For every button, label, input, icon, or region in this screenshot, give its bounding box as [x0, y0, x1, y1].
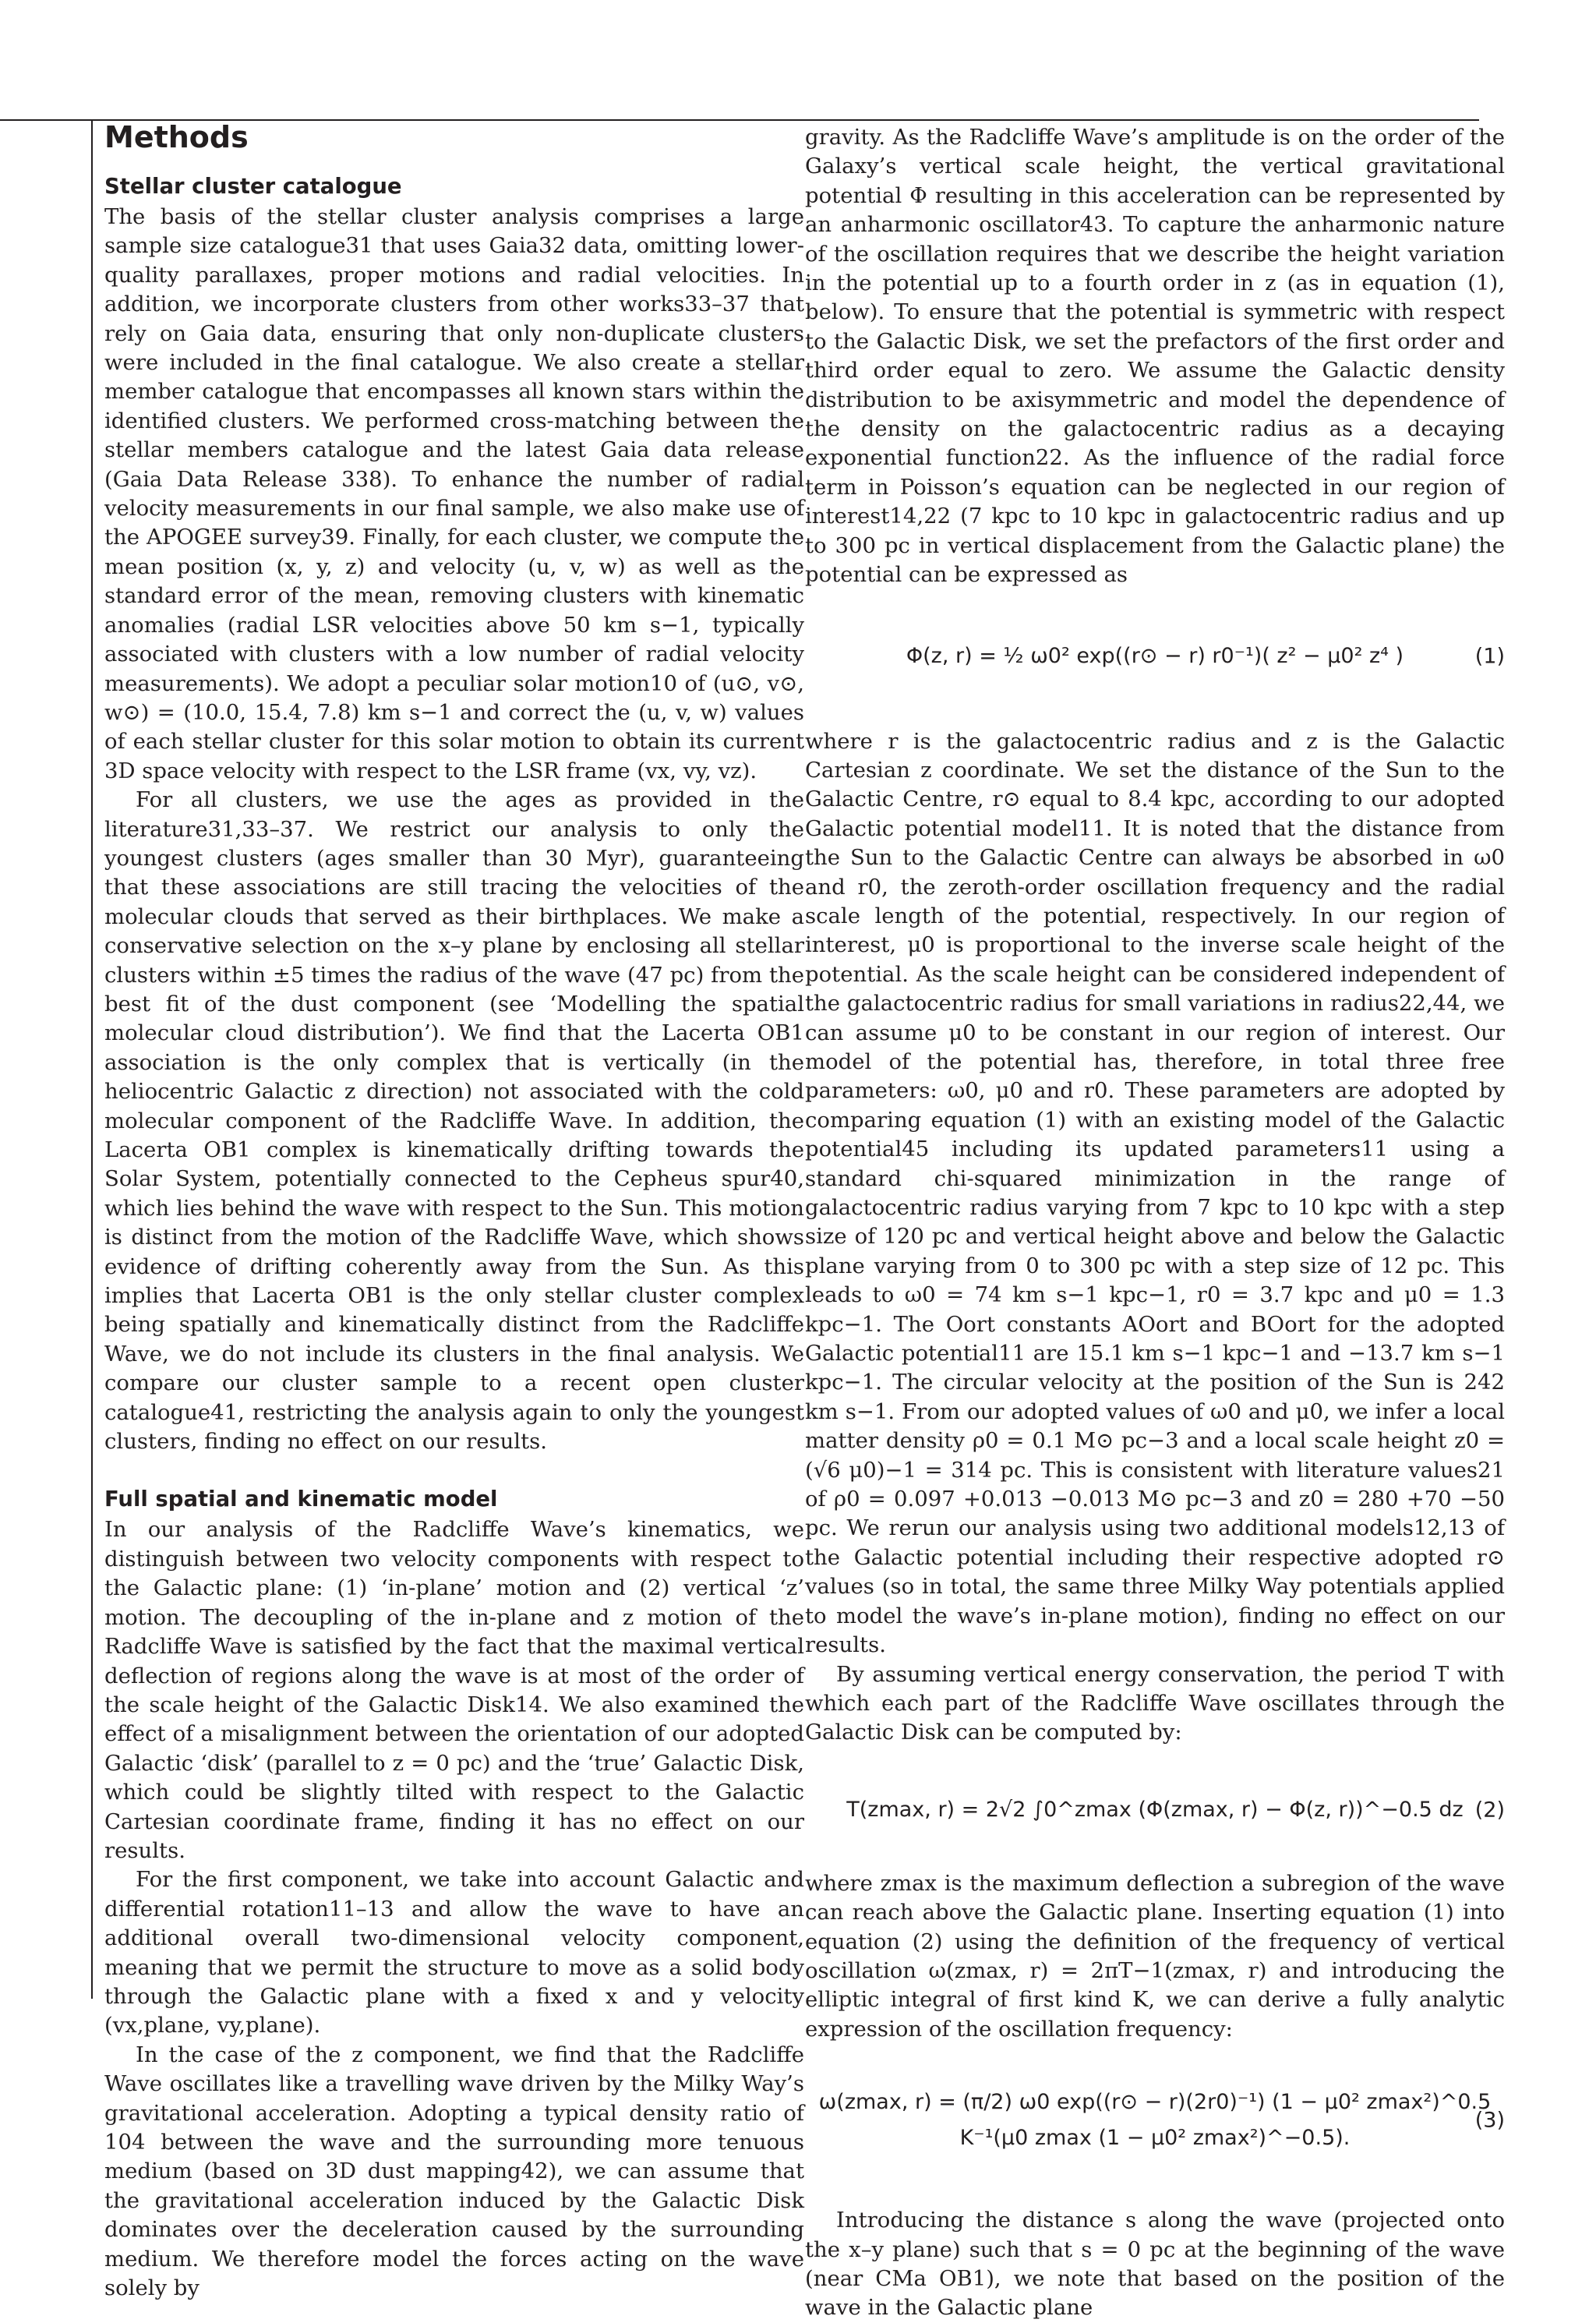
paragraph: By assuming vertical energy conservation, the period T with which each part of the Radcliffe Wave oscillates through the Galactic Disk can be computed by:	[805, 1661, 1505, 1745]
paragraph: where r is the galactocentric radius and z is the Galactic Cartesian z coordinate. We set the distance of the Sun to the Galactic Centre, r⊙ equal to 8.4 kpc, according to our adopted Galactic potential model11. It is noted that the distance from the Sun to the Galactic Centre can always be absorbed in ω0 and r0, the zeroth-order oscillation frequency and the radial scale length of the potential, respectively. In our region of interest, μ0 is proportional to the inverse scale height of the potential. As the scale height can be considered independent of the galactocentric radius for small variations in radius22,44, we can assume μ0 to be constant in our region of interest. Our model of the potential has, therefore, in total three free parameters: ω0, μ0 and r0. These parameters are adopted by comparing equation (1) with an existing model of the Galactic potential45 including its updated parameters11 using a standard chi-squared minimization in the range of galactocentric radius varying from 7 kpc to 10 kpc with a step size of 120 pc and vertical height above and below the Galactic plane varying from 0 to 300 pc with a step size of 12 pc. This leads to ω0 = 74 km s−1 kpc−1, r0 = 3.7 kpc and μ0 = 1.3 kpc−1. The Oort constants AOort and BOort for the adopted Galactic potential11 are 15.1 km s−1 kpc−1 and −13.7 km s−1 kpc−1. The circular velocity at the position of the Sun is 242 km s−1. From our adopted values of ω0 and μ0, we infer a local matter density ρ0 = 0.1 M⊙ pc−3 and a local scale height z0 = (√6 μ0)−1 = 314 pc. This is consistent with literature values21 of ρ0 = 0.097 +0.013 −0.013 M⊙ pc−3 and z0 = 280 +70 −50 pc. We rerun our analysis using two additional models12,13 of the Galactic potential including their respective adopted r⊙ values (so in total, the same three Milky Way potentials applied to model the wave’s in-plane motion), finding no effect on our results.	[805, 728, 1505, 1658]
paragraph: In our analysis of the Radcliffe Wave’s kinematics, we distinguish between two velocity components with respect to the Galactic plane: (1) ‘in-plane’ motion and (2) vertical ‘z’ motion. The decoupling of the in-plane and z motion of the Radcliffe Wave is satisfied by the fact that the maximal vertical deflection of regions along the wave is at most of the order of the scale height of the Galactic Disk14. We also examined the effect of a misalignment between the orientation of our adopted Galactic ‘disk’ (parallel to z = 0 pc) and the ‘true’ Galactic Disk, which could be slightly tilted with respect to the Galactic Cartesian coordinate frame, finding it has no effect on our results.	[104, 1517, 804, 1863]
equation-2-body: T(zmax, r) = 2√2 ∫0^zmax (Φ(zmax, r) − Φ(z, r))^−0.5 dz	[846, 1797, 1464, 1822]
equation-1-body: Φ(z, r) = ½ ω0² exp((r⊙ − r) r0⁻¹)( z² − μ0² z⁴ )	[906, 643, 1404, 668]
equation-1	[805, 606, 1505, 707]
methods-heading: Methods	[104, 120, 249, 154]
section-title-model: Full spatial and kinematic model	[104, 1487, 498, 1512]
paragraph: The basis of the stellar cluster analysis comprises a large sample size catalogue31 that uses Gaia32 data, omitting lower-quality parallaxes, proper motions and radial velocities. In addition, we incorporate clusters from other works33–37 that rely on Gaia data, ensuring that only non-duplicate clusters were included in the final catalogue. We also create a stellar member catalogue that encompasses all known stars within the identified clusters. We performed cross-matching between the stellar members catalogue and the latest Gaia data release (Gaia Data Release 338). To enhance the number of radial velocity measurements in our final sample, we also make use of the APOGEE survey39. Finally, for each cluster, we compute the mean position (x, y, z) and velocity (u, v, w) as well as the standard error of the mean, removing clusters with kinematic anomalies (radial LSR velocities above 50 km s−1, typically associated with clusters with a low number of radial velocity measurements). We adopt a peculiar solar motion10 of (u⊙, v⊙, w⊙) = (10.0, 15.4, 7.8) km s−1 and correct the (u, v, w) values of each stellar cluster for this solar motion to obtain its current 3D space velocity with respect to the LSR frame (vx, vy, vz).	[104, 204, 804, 783]
paragraph: For all clusters, we use the ages as provided in the literature31,33–37. We restrict our analysis to only the youngest clusters (ages smaller than 30 Myr), guaranteeing that these associations are still tracing the velocities of the molecular clouds that served as their birthplaces. We make a conservative selection on the x–y plane by enclosing all stellar clusters within ±5 times the radius of the wave (47 pc) from the best fit of the dust component (see ‘Modelling the spatial molecular cloud distribution’). We find that the Lacerta OB1 association is the only complex that is vertically (in the heliocentric Galactic z direction) not associated with the cold molecular component of the Radcliffe Wave. In addition, the Lacerta OB1 complex is kinematically drifting towards the Solar System, potentially connected to the Cepheus spur40, which lies behind the wave with respect to the Sun. This motion is distinct from the motion of the Radcliffe Wave, which shows evidence of drifting coherently away from the Sun. As this implies that Lacerta OB1 is the only stellar cluster complex being spatially and kinematically distinct from the Radcliffe Wave, we do not include its clusters in the final analysis. We compare our cluster sample to a recent open cluster catalogue41, restricting the analysis again to only the youngest clusters, finding no effect on our results.	[104, 787, 804, 1455]
section-title-catalogue: Stellar cluster catalogue	[104, 174, 402, 199]
equation-2	[805, 1756, 1505, 1865]
paragraph: For the first component, we take into account Galactic and differential rotation11–13 and allow the wave to have an additional overall two-dimensional velocity component, meaning that we permit the structure to move as a solid body through the Galactic plane with a fixed x and y velocity (vx,plane, vy,plane).	[104, 1867, 804, 2038]
paragraph: Introducing the distance s along the wave (projected onto the x–y plane) such that s = 0 pc at the beginning of the wave (near CMa OB1), we note that based on the position of the wave in the Galactic plane	[805, 2208, 1505, 2321]
equation-3-line-2: K⁻¹(μ0 zmax (1 − μ0² zmax²)^−0.5).	[959, 2126, 1351, 2151]
equation-number: (1)	[1474, 643, 1505, 668]
equation-number: (2)	[1474, 1798, 1505, 1823]
paragraph: In the case of the z component, we find that the Radcliffe Wave oscillates like a travelling wave driven by the Milky Way’s gravitational acceleration. Adopting a typical density ratio of 104 between the wave and the surrounding more tenuous medium (based on 3D dust mapping42), we can assume that the gravitational acceleration induced by the Galactic Disk dominates over the deceleration caused by the surrounding medium. We therefore model the forces acting on the wave solely by	[104, 2042, 804, 2301]
equation-number: (3)	[1474, 2108, 1505, 2133]
paragraph: where zmax is the maximum deflection a subregion of the wave can reach above the Galactic plane. Inserting equation (1) into equation (2) using the definition of the frequency of vertical oscillation ω(zmax, r) = 2πT−1(zmax, r) and introducing the elliptic integral of first kind K, we can derive a fully analytic expression of the oscillation frequency:	[805, 1870, 1505, 2042]
section-margin-bar	[91, 120, 93, 1999]
equation-3	[805, 2066, 1505, 2175]
paragraph: gravity. As the Radcliffe Wave’s amplitude is on the order of the Galaxy’s vertical scale height, the vertical gravitational potential Φ resulting in this acceleration can be represented by an anharmonic oscillator43. To capture the anharmonic nature of the oscillation requires that we describe the height variation in the potential up to a fourth order in z (as in equation (1), below). To ensure that the potential is symmetric with respect to the Galactic Disk, we set the prefactors of the first order and third order equal to zero. We assume the Galactic density distribution to be axisymmetric and model the dependence of the density on the galactocentric radius as a decaying exponential function22. As the influence of the radial force term in Poisson’s equation can be neglected in our region of interest14,22 (7 kpc to 10 kpc in galactocentric radius and up to 300 pc in vertical displacement from the Galactic plane) the potential can be expressed as	[805, 125, 1505, 588]
equation-3-line-1: ω(zmax, r) = (π/2) ω0 exp((r⊙ − r)(2r0)⁻¹) (1 − μ0² zmax²)^0.5	[818, 2090, 1492, 2115]
left-column	[104, 118, 804, 2303]
right-column	[805, 123, 1505, 2323]
